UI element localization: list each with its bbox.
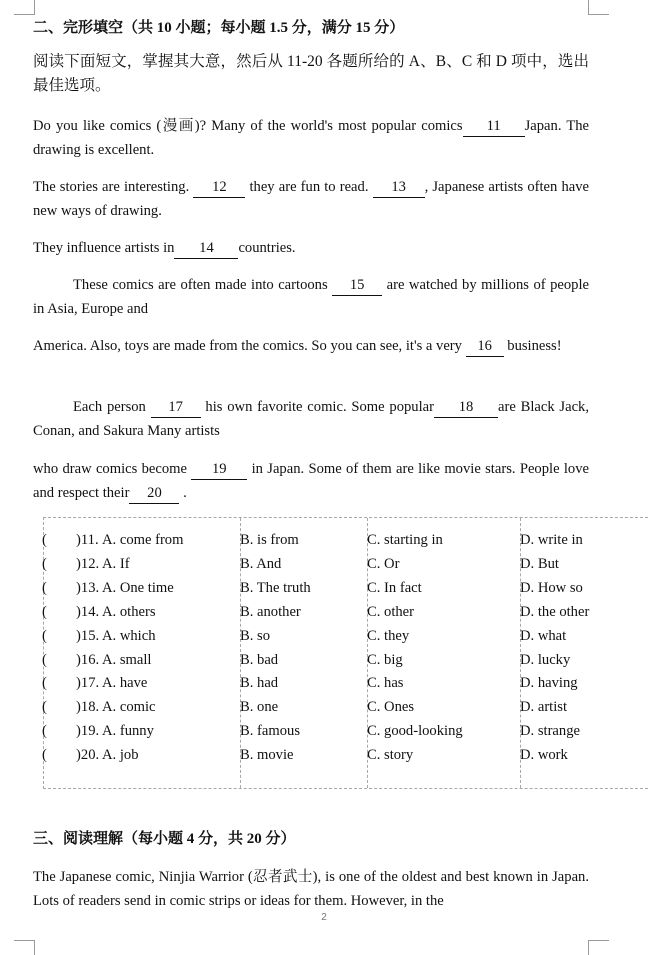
option-b: B. movie — [240, 747, 294, 764]
option-a: A. If — [102, 555, 130, 572]
passage-text: They influence artists in — [33, 240, 175, 256]
option-c: C. Ones — [367, 699, 415, 716]
passage-text: business! — [503, 338, 562, 354]
option-b: B. And — [240, 555, 282, 572]
passage-text: America. Also, toys are made from the comics. So you can see, it's a very — [33, 338, 466, 354]
blank-16: 16 — [466, 337, 504, 357]
option-row — [44, 528, 648, 552]
blank-19: 19 — [191, 460, 247, 480]
option-a: A. which — [102, 627, 156, 644]
question-number: ( )13. — [42, 579, 100, 596]
passage-paragraph-4 — [33, 273, 589, 321]
passage-paragraph-7 — [33, 457, 589, 505]
blank-20: 20 — [129, 484, 179, 504]
passage-text: in Japan. Some of them are like movie stars. People love and respect their — [33, 461, 590, 501]
option-c: C. other — [367, 603, 415, 620]
option-a: A. others — [102, 603, 156, 620]
question-number: ( )14. — [42, 603, 100, 620]
option-d: D. having — [520, 675, 578, 692]
question-number: ( )17. — [42, 675, 100, 692]
question-number: ( )12. — [42, 555, 100, 572]
passage-text: Each person — [73, 399, 151, 415]
passage-text: who draw comics become — [33, 461, 192, 477]
option-d: D. the other — [520, 603, 590, 620]
passage-text: These comics are often made into cartoons — [73, 277, 333, 293]
option-d: D. strange — [520, 723, 580, 740]
option-b: B. is from — [240, 532, 299, 548]
option-a: A. have — [102, 675, 148, 692]
passage-text: countries. — [238, 240, 296, 256]
option-d: D. lucky — [520, 651, 571, 668]
option-a: A. comic — [102, 699, 156, 716]
question-number: ( )18. — [42, 699, 100, 716]
option-c: C. story — [367, 747, 414, 764]
section3-title: 三、阅读理解（每小题 4 分，共 20 分） — [33, 831, 296, 847]
option-row — [44, 719, 648, 743]
blank-15: 15 — [332, 276, 382, 296]
corner-mark-bottom-right — [588, 940, 609, 955]
passage-text: . — [179, 485, 187, 501]
blank-18: 18 — [434, 398, 498, 418]
passage-paragraph-1 — [33, 114, 589, 162]
option-c: C. has — [367, 675, 404, 692]
question-number: ( )15. — [42, 627, 100, 644]
option-row — [44, 648, 648, 672]
option-a: A. funny — [102, 723, 154, 740]
option-b: B. had — [240, 675, 279, 692]
question-number: ( )19. — [42, 723, 100, 740]
passage-text: are watched by millions of people in Asia, Europe and — [33, 277, 589, 317]
option-row — [44, 552, 648, 576]
option-c: C. big — [367, 651, 403, 668]
question-number: ( )20. — [42, 747, 100, 764]
option-b: B. The truth — [240, 579, 311, 596]
option-b: B. another — [240, 603, 301, 620]
corner-mark-bottom-left — [14, 940, 35, 955]
option-b: B. so — [240, 627, 271, 644]
passage-paragraph-5 — [33, 334, 589, 358]
corner-mark-top-left — [14, 0, 35, 15]
corner-mark-top-right — [588, 0, 609, 15]
option-d: D. artist — [520, 699, 568, 716]
blank-11: 11 — [463, 117, 525, 137]
blank-12: 12 — [193, 178, 245, 198]
passage-text: Japan. The drawing is excellent. — [33, 118, 590, 158]
section3-passage: The Japanese comic, Ninjia Warrior (忍者武士), is one of the oldest and best known in Japan. Lots of readers send in comic strips or ideas for them. However, in the — [33, 869, 589, 909]
option-b: B. famous — [240, 723, 300, 740]
passage-text: Do you like comics (漫画)? Many of the world's most popular comics — [33, 118, 463, 134]
option-a: A. One time — [102, 579, 174, 596]
passage-text: they are fun to read. — [245, 179, 373, 195]
option-b: B. one — [240, 699, 279, 716]
options-table — [43, 517, 648, 789]
option-c: C. Or — [367, 555, 400, 572]
blank-17: 17 — [151, 398, 201, 418]
passage-paragraph-6 — [33, 395, 589, 443]
option-d: D. How so — [520, 579, 583, 596]
option-row — [44, 624, 648, 648]
blank-14: 14 — [174, 239, 238, 259]
option-row — [44, 600, 648, 624]
passage-text: his own favorite comic. Some popular — [200, 399, 434, 415]
option-row — [44, 671, 648, 695]
passage-text: are Black Jack, Conan, and Sakura Many artists — [33, 399, 589, 439]
option-d: D. But — [520, 555, 559, 572]
option-d: D. work — [520, 747, 568, 764]
section2-instruction: 阅读下面短文，掌握其大意，然后从 11-20 各题所给的 A、B、C 和 D 项中，选出最佳选项。 — [33, 53, 589, 94]
option-c: C. they — [367, 627, 410, 644]
passage-text: , Japanese artists often have new ways of drawing. — [33, 179, 590, 219]
option-a: A. job — [102, 747, 139, 764]
question-number: ( )16. — [42, 651, 100, 668]
option-d: D. what — [520, 627, 567, 644]
question-number: ( )11. — [42, 532, 99, 548]
option-row — [44, 743, 648, 767]
passage-paragraph-2 — [33, 175, 589, 223]
option-a: A. small — [102, 651, 152, 668]
option-row — [44, 576, 648, 600]
section2-title: 二、完形填空（共 10 小题；每小题 1.5 分，满分 15 分） — [33, 20, 405, 36]
option-c: C. In fact — [367, 579, 422, 596]
option-a: A. come from — [102, 532, 184, 548]
blank-13: 13 — [373, 178, 425, 198]
option-c: C. good-looking — [367, 723, 463, 740]
passage-text: The stories are interesting. — [33, 179, 194, 195]
option-b: B. bad — [240, 651, 279, 668]
option-c: C. starting in — [367, 532, 443, 548]
option-row — [44, 695, 648, 719]
page-number: 2 — [321, 912, 327, 923]
passage-paragraph-3 — [33, 236, 589, 260]
option-d: D. write in — [520, 532, 583, 548]
